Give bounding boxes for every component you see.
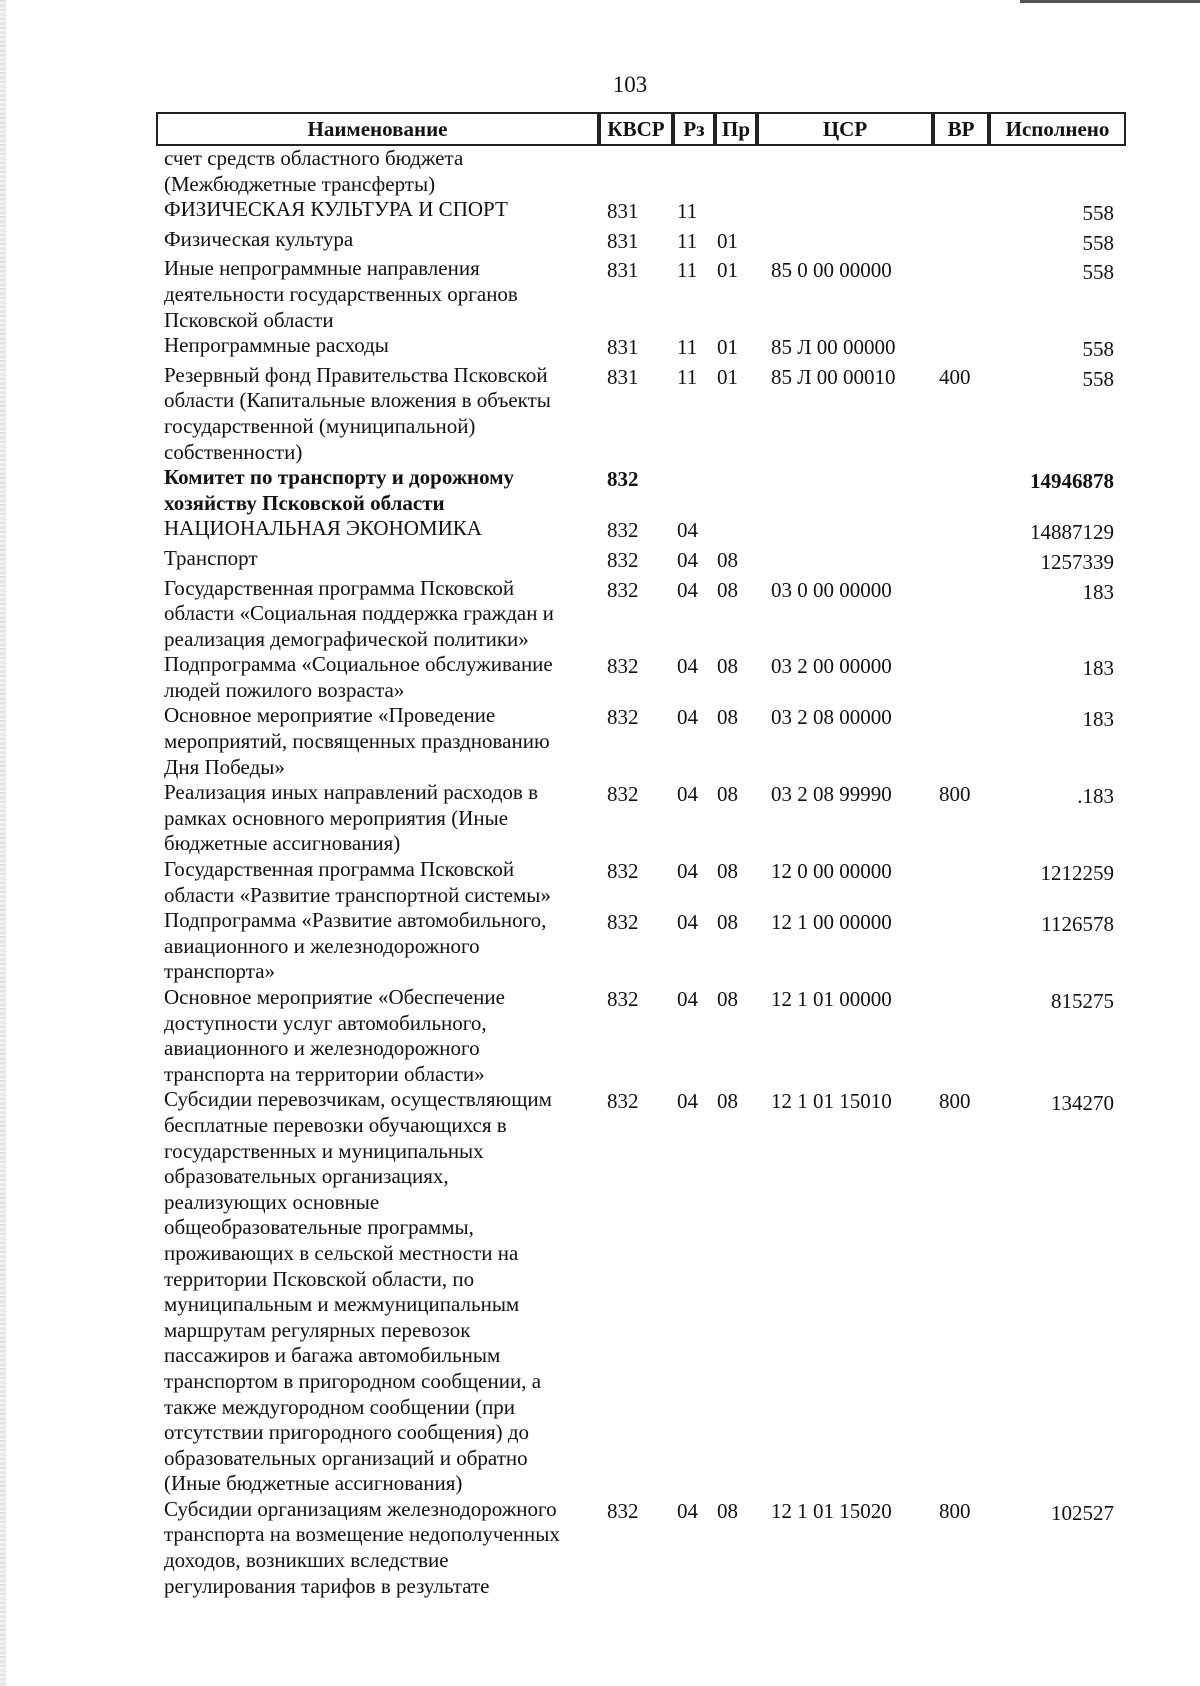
row-csr: 12 1 01 15010 (771, 1089, 892, 1114)
table-row (156, 857, 1126, 908)
row-pr: 08 (717, 577, 738, 602)
row-vr (933, 703, 989, 780)
row-rz: 04 (677, 910, 698, 935)
row-pr: 01 (717, 335, 738, 360)
row-csr (757, 465, 933, 516)
row-csr (757, 516, 933, 546)
row-csr: 85 0 00 00000 (771, 258, 892, 283)
row-pr: 08 (717, 910, 738, 935)
row-rz: 04 (677, 654, 698, 679)
row-csr: 03 2 08 99990 (771, 782, 892, 807)
row-name: Основное мероприятие «Проведение мероприятий, посвященных празднованию Дня Победы» (164, 703, 550, 779)
row-csr (757, 227, 933, 257)
row-name: Реализация иных направлений расходов в рамках основного мероприятия (Иные бюджетные ассигнования) (164, 780, 539, 856)
row-vr (933, 197, 989, 227)
row-executed: 1212259 (1040, 861, 1114, 886)
row-vr (933, 516, 989, 546)
column-header-vr: ВР (933, 112, 989, 146)
table-row (156, 146, 1126, 197)
row-vr (933, 857, 989, 908)
row-pr: 08 (717, 705, 738, 730)
row-rz (673, 146, 715, 197)
table-row (156, 333, 1126, 363)
row-pr: 08 (717, 987, 738, 1011)
row-executed: 1257339 (1040, 549, 1114, 574)
row-executed: 102527 (1051, 1500, 1114, 1525)
row-csr: 85 Л 00 00000 (771, 335, 896, 360)
row-csr: 12 1 00 00000 (771, 910, 892, 935)
row-kvsr: 832 (607, 859, 639, 884)
row-csr: 12 1 01 00000 (771, 987, 892, 1011)
scan-edge (0, 0, 6, 1686)
table-row (156, 780, 1126, 857)
column-header-csr: ЦСР (757, 112, 933, 146)
row-name: Государственная программа Псковской области «Развитие транспортной системы» (164, 857, 551, 907)
row-executed (989, 146, 1126, 197)
row-executed: 14946878 (1030, 469, 1114, 494)
row-name: Непрограммные расходы (164, 333, 389, 358)
table-row (156, 652, 1126, 703)
row-rz: 04 (677, 577, 698, 602)
row-name: Подпрограмма «Социальное обслуживание людей пожилого возраста» (164, 652, 553, 702)
table-header (156, 112, 1126, 146)
row-name: Транспорт (164, 545, 258, 570)
row-csr: 12 0 00 00000 (771, 859, 892, 884)
row-rz: 04 (677, 859, 698, 884)
row-csr: 03 2 00 00000 (771, 654, 892, 679)
row-vr: 800 (939, 782, 971, 807)
table-row (156, 1497, 1126, 1599)
row-pr (715, 516, 757, 546)
row-kvsr: 832 (607, 1089, 639, 1114)
row-rz: 04 (677, 987, 698, 1011)
row-rz: 11 (677, 335, 698, 360)
row-executed: 1126578 (1041, 912, 1114, 937)
table-row (156, 227, 1126, 257)
row-executed: 558 (1082, 260, 1114, 285)
row-executed: 815275 (1051, 989, 1114, 1013)
row-kvsr: 831 (607, 364, 639, 389)
row-rz: 04 (677, 518, 698, 543)
row-pr: 01 (717, 258, 738, 283)
row-pr: 08 (717, 654, 738, 679)
table-row (156, 703, 1126, 780)
table-row (156, 546, 1126, 576)
row-rz: 11 (677, 364, 698, 389)
row-csr: 85 Л 00 00010 (771, 364, 896, 389)
row-executed: 558 (1082, 337, 1114, 362)
row-rz (673, 465, 715, 516)
row-executed: 14887129 (1030, 520, 1114, 545)
row-rz: 04 (677, 782, 698, 807)
row-name: Резервный фонд Правительства Псковской области (Капитальные вложения в объекты государственной (муниципальной) собственности) (164, 362, 551, 464)
scan-edge-top (1020, 0, 1200, 3)
row-rz: 11 (677, 199, 698, 224)
table-row (156, 256, 1126, 333)
row-csr: 03 0 00 00000 (771, 577, 892, 602)
row-name: Субсидии организациям железнодорожного транспорта на возмещение недополученных доходов, возникших вследствие регулирования тарифов в результате (164, 1496, 560, 1598)
row-executed: 134270 (1051, 1091, 1114, 1116)
row-name: Комитет по транспорту и дорожному хозяйству Псковской области (164, 465, 515, 515)
row-vr: 400 (939, 364, 971, 389)
row-executed: 558 (1082, 201, 1114, 226)
table-row (156, 197, 1126, 227)
row-vr (933, 256, 989, 333)
row-csr (757, 546, 933, 576)
row-kvsr: 831 (607, 335, 639, 360)
row-csr (757, 146, 933, 197)
row-vr (933, 576, 989, 653)
row-rz: 04 (677, 705, 698, 730)
row-pr: 08 (717, 1089, 738, 1114)
page-number: 103 (612, 72, 648, 97)
table-row (156, 465, 1126, 516)
row-csr: 03 2 08 00000 (771, 705, 892, 730)
row-executed: 183 (1082, 707, 1114, 732)
row-vr (933, 546, 989, 576)
table-row (156, 1087, 1126, 1497)
table-row (156, 985, 1126, 1087)
row-kvsr: 832 (607, 518, 639, 543)
row-vr (933, 908, 989, 985)
row-vr (933, 465, 989, 516)
table-row (156, 363, 1126, 465)
row-executed: 183 (1082, 579, 1114, 604)
budget-table (156, 112, 1126, 1599)
row-kvsr: 832 (607, 547, 639, 572)
row-pr: 08 (717, 782, 738, 807)
table-body (156, 146, 1126, 1599)
row-vr (933, 985, 989, 1087)
row-pr: 01 (717, 364, 738, 389)
row-pr: 08 (717, 1498, 738, 1523)
row-pr (715, 465, 757, 516)
row-pr (715, 146, 757, 197)
row-rz: 11 (677, 228, 698, 253)
row-executed: .183 (1077, 784, 1114, 809)
table-row (156, 516, 1126, 546)
row-name: Подпрограмма «Развитие автомобильного, авиационного и железнодорожного транспорта» (164, 908, 547, 984)
table-row (156, 908, 1126, 985)
row-kvsr: 831 (607, 228, 639, 253)
row-rz: 04 (677, 1498, 698, 1523)
row-pr (715, 197, 757, 227)
row-pr: 01 (717, 228, 738, 253)
row-name: Государственная программа Псковской области «Социальная поддержка граждан и реализация демографической политики» (164, 575, 554, 651)
row-kvsr: 832 (607, 705, 639, 730)
row-name: счет средств областного бюджета (Межбюджетные трансферты) (164, 146, 464, 196)
row-pr: 08 (717, 859, 738, 884)
row-executed: 558 (1082, 366, 1114, 391)
row-vr (933, 333, 989, 363)
row-name: ФИЗИЧЕСКАЯ КУЛЬТУРА И СПОРТ (164, 197, 508, 222)
table-row (156, 576, 1126, 653)
column-header-rz: Рз (673, 112, 715, 146)
row-kvsr: 832 (607, 910, 639, 935)
row-name: Основное мероприятие «Обеспечение доступности услуг автомобильного, авиационного и железнодорожного транспорта на территории области» (164, 985, 505, 1086)
row-name: Иные непрограммные направления деятельности государственных органов Псковской области (164, 256, 518, 332)
row-kvsr: 832 (607, 654, 639, 679)
column-header-pr: Пр (715, 112, 757, 146)
row-vr (933, 652, 989, 703)
row-vr (933, 227, 989, 257)
row-name: НАЦИОНАЛЬНАЯ ЭКОНОМИКА (164, 516, 482, 541)
row-kvsr: 832 (607, 1498, 639, 1523)
row-kvsr: 832 (607, 782, 639, 807)
column-header-executed: Исполнено (989, 112, 1126, 146)
row-executed: 183 (1082, 656, 1114, 681)
row-name: Физическая культура (164, 226, 354, 251)
column-header-name: Наименование (156, 112, 599, 146)
row-executed: 558 (1082, 230, 1114, 255)
row-kvsr: 832 (607, 577, 639, 602)
row-rz: 11 (677, 258, 698, 283)
row-kvsr: 831 (607, 199, 639, 224)
row-rz: 04 (677, 547, 698, 572)
row-name: Субсидии перевозчикам, осуществляющим бесплатные перевозки обучающихся в государственных и муниципальных образовательных организациях, реализующих основные общеобразовательные программы, проживающих в сельской местности на территории Псковской области, по муниципальным и межмуниципальным маршрутам регулярных перевозок пассажиров и багажа автомобильным транспортом в пригородном сообщении, а также междугородном сообщении (при отсутствии пригородного сообщения) до образовательных организаций и обратно (Иные бюджетные ассигнования) (164, 1087, 552, 1496)
row-rz: 04 (677, 1089, 698, 1114)
row-kvsr: 831 (607, 258, 639, 283)
row-csr: 12 1 01 15020 (771, 1498, 892, 1523)
row-kvsr (599, 146, 673, 197)
row-pr: 08 (717, 547, 738, 572)
row-vr (933, 146, 989, 197)
row-csr (757, 197, 933, 227)
row-kvsr: 832 (607, 987, 639, 1011)
row-vr: 800 (939, 1089, 971, 1114)
column-header-kvsr: КВСР (599, 112, 673, 146)
row-vr: 800 (939, 1498, 971, 1523)
row-kvsr: 832 (607, 467, 639, 492)
